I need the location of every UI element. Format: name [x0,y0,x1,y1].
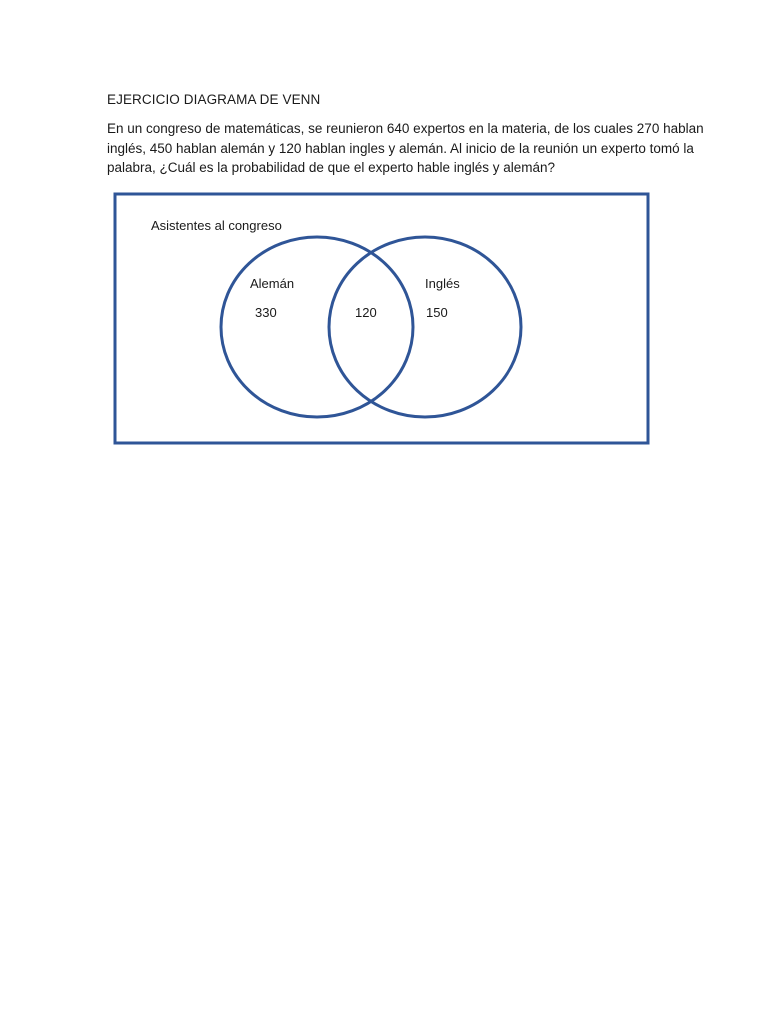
set-label-aleman: Alemán [250,276,295,291]
circle-ingles [329,237,521,417]
value-intersection: 120 [355,305,377,320]
universe-label: Asistentes al congreso [151,218,282,233]
value-only-ingles: 150 [426,305,448,320]
value-only-aleman: 330 [255,305,277,320]
set-label-ingles: Inglés [425,276,460,291]
problem-line: inglés, 450 hablan alemán y 120 hablan ingles y alemán. Al inicio de la reunión un experto tomó la [107,140,694,156]
page-title: EJERCICIO DIAGRAMA DE VENN [107,92,321,107]
problem-line: En un congreso de matemáticas, se reunieron 640 expertos en la materia, de los cuales 270 hablan [107,121,704,136]
problem-line: palabra, ¿Cuál es la probabilidad de que el experto hable inglés y alemán? [107,160,556,175]
circle-aleman [221,237,413,417]
